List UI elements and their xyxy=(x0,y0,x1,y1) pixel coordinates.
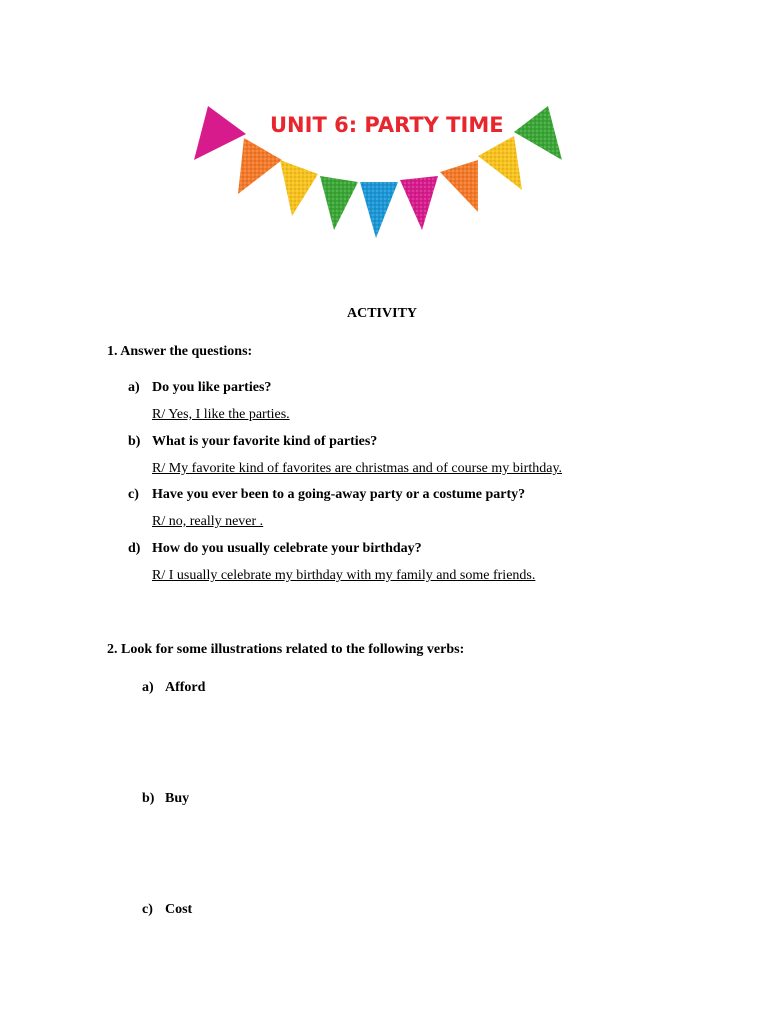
answer-text: R/ My favorite kind of favorites are christmas and of course my birthday. xyxy=(152,461,563,476)
answer-text: R/ Yes, I like the parties. xyxy=(152,407,290,422)
question-marker: b) xyxy=(128,434,141,449)
question-marker: d) xyxy=(128,541,141,556)
verb-marker: c) xyxy=(142,902,153,917)
answer-text: R/ no, really never . xyxy=(152,514,264,529)
section1-title: 1. Answer the questions: xyxy=(107,344,253,359)
question-marker: c) xyxy=(128,487,139,502)
verb-label: Buy xyxy=(165,791,190,806)
section2-title: 2. Look for some illustrations related to the following verbs: xyxy=(107,642,465,657)
verb-label: Afford xyxy=(165,680,206,695)
verb-marker: b) xyxy=(142,791,155,806)
question-text: How do you usually celebrate your birthday? xyxy=(152,541,422,556)
question-text: What is your favorite kind of parties? xyxy=(152,434,378,449)
banner-title: UNIT 6: PARTY TIME xyxy=(270,113,504,137)
party-banner xyxy=(188,98,568,248)
question-text: Have you ever been to a going-away party or a costume party? xyxy=(152,487,526,502)
banner-flag xyxy=(194,106,246,160)
question-text: Do you like parties? xyxy=(152,380,272,395)
answer-text: R/ I usually celebrate my birthday with my family and some friends. xyxy=(152,568,536,583)
verb-label: Cost xyxy=(165,902,193,917)
activity-heading: ACTIVITY xyxy=(347,306,418,321)
verb-marker: a) xyxy=(142,680,154,695)
question-marker: a) xyxy=(128,380,140,395)
